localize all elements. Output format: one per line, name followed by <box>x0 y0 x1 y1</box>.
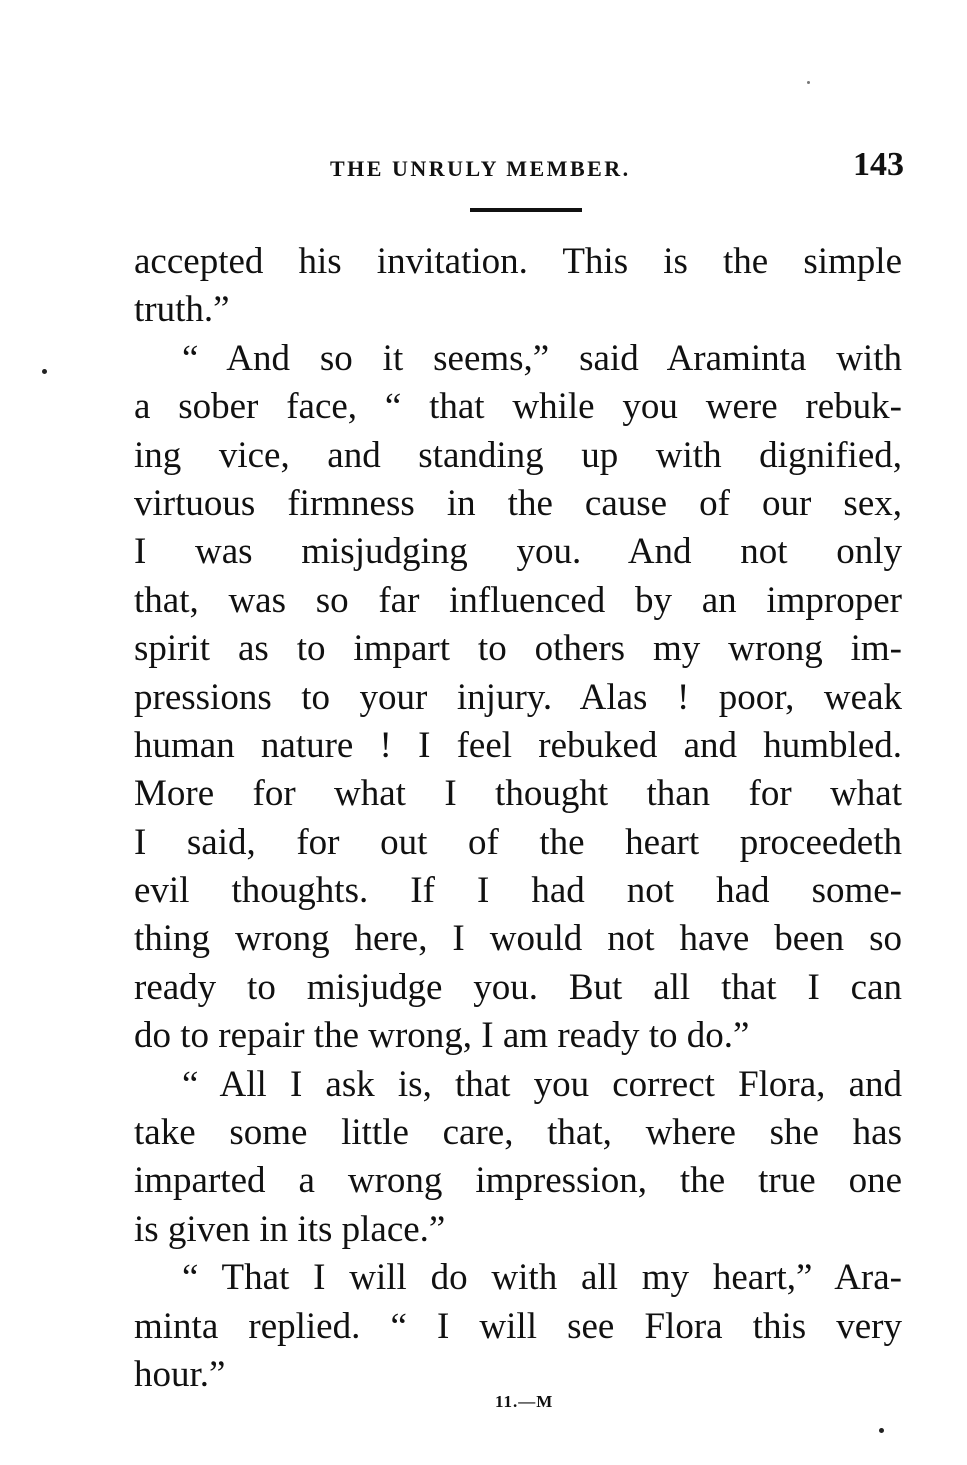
body-text <box>134 238 902 1399</box>
text-line: “ That I will do with all my heart,” Ara- <box>182 1257 902 1299</box>
text-line: imparted a wrong impression, the true one <box>134 1160 902 1202</box>
text-line: virtuous firmness in the cause of our sex, <box>134 482 902 524</box>
running-head <box>134 148 904 188</box>
text-line: I was misjudging you. And not only <box>134 531 902 573</box>
text-line: a sober face, “ that while you were rebuk- <box>134 386 902 428</box>
page-number: 143 <box>853 146 904 183</box>
text-line: pressions to your injury. Alas ! poor, weak <box>134 676 902 718</box>
text-line: minta replied. “ I will see Flora this very <box>134 1305 902 1347</box>
text-line: “ And so it seems,” said Araminta with <box>182 337 902 379</box>
speck-mark <box>879 1428 884 1433</box>
text-line: More for what I thought than for what <box>134 773 902 815</box>
text-line: human nature ! I feel rebuked and humbled. <box>134 724 902 766</box>
text-line: that, was so far influenced by an improper <box>134 579 902 621</box>
text-line: do to repair the wrong, I am ready to do.” <box>134 1015 750 1057</box>
text-line: I said, for out of the heart proceedeth <box>134 821 902 863</box>
text-line: is given in its place.” <box>134 1208 446 1250</box>
speck-mark <box>42 369 47 374</box>
text-line: thing wrong here, I would not have been so <box>134 918 902 960</box>
text-line: accepted his invitation. This is the simple <box>134 241 902 282</box>
signature-mark: 11.—M <box>495 1392 554 1411</box>
speck-mark <box>807 81 810 84</box>
text-line: hour.” <box>134 1353 226 1395</box>
text-line: ready to misjudge you. But all that I can <box>134 966 902 1008</box>
text-line: ing vice, and standing up with dignified, <box>134 434 902 476</box>
text-line: take some little care, that, where she has <box>134 1112 902 1154</box>
text-line: spirit as to impart to others my wrong im- <box>134 628 902 670</box>
text-line: truth.” <box>134 289 230 331</box>
header-rule <box>470 208 582 212</box>
text-line: evil thoughts. If I had not had some- <box>134 870 902 912</box>
running-title: THE UNRULY MEMBER. <box>330 156 631 181</box>
text-line: “ All I ask is, that you correct Flora, and <box>182 1063 902 1105</box>
